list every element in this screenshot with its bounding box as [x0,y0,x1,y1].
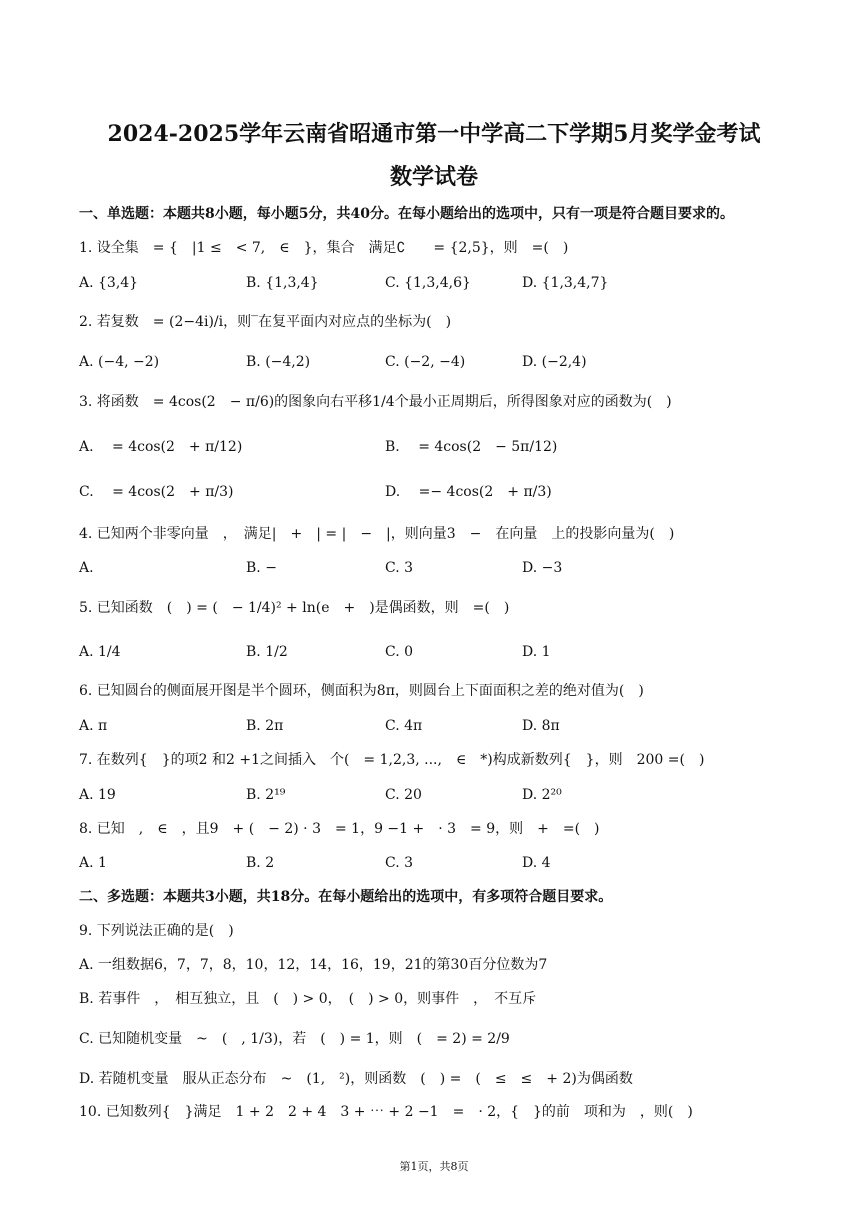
q3-option-d: D. =− 4cos(2 + π/3) [385,484,552,500]
q8-option-d: D. 4 [522,855,551,871]
question-1-stem: 1. 设全集 = { |1 ≤ < 7, ∈ }，集合 满足∁ = {2,5}，则 =( ) [79,240,569,256]
q7-option-b: B. 2¹⁹ [246,787,286,803]
question-3-stem: 3. 将函数 = 4cos(2 − π/6)的图象向右平移1/4个最小正周期后，所得图象对应的函数为( ) [79,394,672,410]
q4-option-d: D. −3 [522,560,563,576]
q6-option-a: A. π [79,718,108,734]
q5-option-d: D. 1 [522,644,551,660]
q3-option-a: A. = 4cos(2 + π/12) [79,439,243,455]
q7-option-c: C. 20 [385,787,422,803]
q1-option-c: C. {1,3,4,6} [385,275,471,291]
question-5-stem: 5. 已知函数 ( ) = ( − 1/4)² + ln(e + )是偶函数，则 =( ) [79,600,510,616]
q2-option-d: D. (−2,4) [522,354,587,370]
q5-option-a: A. 1/4 [79,644,121,660]
q4-option-c: C. 3 [385,560,414,576]
q9-option-c: C. 已知随机变量 ~ ( , 1/3)，若 ( ) = 1，则 ( = 2) = 2/9 [79,1031,510,1047]
question-9-stem: 9. 下列说法正确的是( ) [79,923,234,939]
q8-option-b: B. 2 [246,855,275,871]
q6-option-d: D. 8π [522,718,560,734]
q3-option-c: C. = 4cos(2 + π/3) [79,484,234,500]
q8-option-c: C. 3 [385,855,414,871]
q2-option-c: C. (−2, −4) [385,354,466,370]
q2-option-a: A. (−4, −2) [79,354,160,370]
question-7-stem: 7. 在数列{ }的项2 和2 +1之间插入 个( = 1,2,3, ..., ∈ *)构成新数列{ }，则 200 =( ) [79,752,705,768]
q9-option-b: B. 若事件 ， 相互独立，且 ( ) > 0， ( ) > 0，则事件 ， 不互斥 [79,991,537,1007]
exam-subtitle: 数学试卷 [389,164,478,190]
q9-option-a: A. 一组数据6，7，7，8，10，12，14，16，19，21的第30百分位数为7 [79,957,548,973]
section-single-choice: 一、单选题：本题共8小题，每小题5分，共40分。在每小题给出的选项中，只有一项是符合题目要求的。 [79,206,734,222]
q1-option-d: D. {1,3,4,7} [522,275,609,291]
question-8-stem: 8. 已知 , ∈ ，且9 + ( − 2) · 3 = 1，9 −1 + · 3 = 9，则 + =( ) [79,821,600,837]
page-footer: 第1页，共8页 [399,1160,469,1173]
q5-option-b: B. 1/2 [246,644,288,660]
question-6-stem: 6. 已知圆台的侧面展开图是半个圆环，侧面积为8π，则圆台上下面面积之差的绝对值为( ) [79,683,644,699]
q9-option-d: D. 若随机变量 服从正态分布 ~ (1, ²)，则函数 ( ) = ( ≤ ≤ + 2)为偶函数 [79,1071,633,1087]
q6-option-b: B. 2π [246,718,284,734]
q8-option-a: A. 1 [79,855,107,871]
q3-option-b: B. = 4cos(2 − 5π/12) [385,439,558,455]
q1-option-b: B. {1,3,4} [246,275,319,291]
q6-option-c: C. 4π [385,718,423,734]
q7-option-a: A. 19 [79,787,116,803]
q2-option-b: B. (−4,2) [246,354,311,370]
q5-option-c: C. 0 [385,644,414,660]
question-2-stem: 2. 若复数 = (2−4i)/i，则‾在复平面内对应点的坐标为( ) [79,314,452,330]
q4-option-a: A. [79,560,94,576]
question-10-stem: 10. 已知数列{ }满足 1 + 2 2 + 4 3 + ⋯ + 2 −1 = · 2，{ }的前 项和为 ，则( ) [79,1104,693,1120]
exam-title: 2024-2025学年云南省昭通市第一中学高二下学期5月奖学金考试 [107,121,761,147]
q7-option-d: D. 2²⁰ [522,787,562,803]
q1-option-a: A. {3,4} [79,275,139,291]
question-4-stem: 4. 已知两个非零向量 ， 满足| + | = | − |，则向量3 − 在向量 上的投影向量为( ) [79,526,675,542]
section-multiple-choice: 二、多选题：本题共3小题，共18分。在每小题给出的选项中，有多项符合题目要求。 [79,889,613,905]
q4-option-b: B. − [246,560,277,576]
